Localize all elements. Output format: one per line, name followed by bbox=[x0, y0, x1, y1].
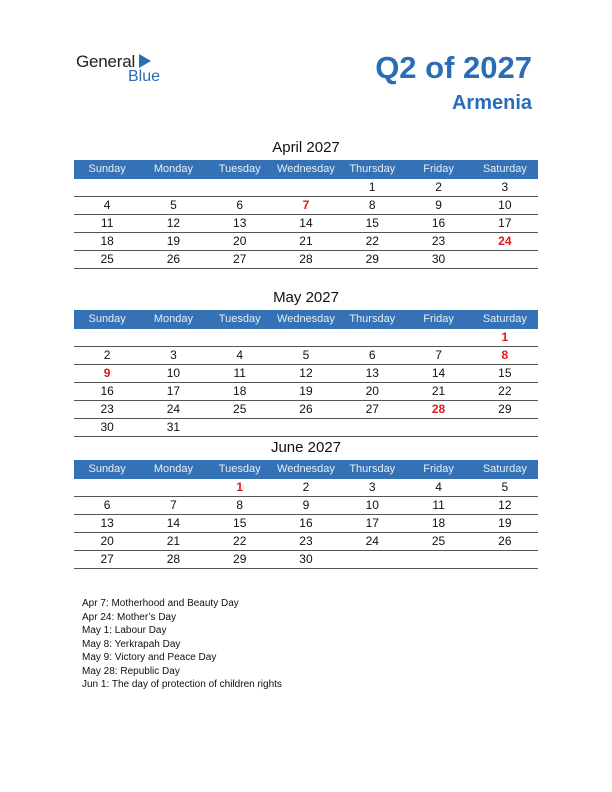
month-block bbox=[74, 438, 538, 569]
weekday-label: Thursday bbox=[349, 313, 396, 325]
weekday-label: Sunday bbox=[88, 163, 126, 175]
weekday-label: Friday bbox=[423, 313, 454, 325]
week-row bbox=[74, 533, 538, 551]
week-row bbox=[74, 383, 538, 401]
day-cell: 24 bbox=[498, 234, 512, 248]
day-cell: 24 bbox=[365, 534, 379, 548]
weekday-label: Friday bbox=[423, 163, 454, 175]
logo-triangle-icon bbox=[139, 54, 151, 68]
day-cell: 15 bbox=[365, 216, 379, 230]
day-cell: 16 bbox=[100, 384, 114, 398]
day-cell: 25 bbox=[100, 252, 114, 266]
country-name: Armenia bbox=[451, 92, 532, 114]
day-cell: 1 bbox=[236, 480, 244, 494]
day-cell: 7 bbox=[302, 198, 310, 212]
day-cell: 22 bbox=[233, 534, 247, 548]
week-row bbox=[74, 401, 538, 419]
day-cell bbox=[339, 329, 405, 346]
week-row bbox=[74, 479, 538, 497]
weekday-label: Wednesday bbox=[277, 313, 335, 325]
day-cell: 21 bbox=[431, 384, 446, 398]
week-row bbox=[74, 347, 538, 365]
day-cell: 30 bbox=[100, 420, 114, 434]
weekday-label: Friday bbox=[423, 463, 454, 475]
day-cell: 28 bbox=[166, 552, 181, 566]
day-cell: 23 bbox=[100, 402, 114, 416]
weekday-label: Wednesday bbox=[277, 163, 335, 175]
day-cell: 19 bbox=[498, 516, 512, 530]
day-cell: 12 bbox=[299, 366, 313, 380]
holiday-note: Apr 24: Mother’s Day bbox=[82, 611, 177, 623]
holiday-note: May 1: Labour Day bbox=[82, 625, 167, 636]
weekday-label: Monday bbox=[153, 163, 193, 175]
month-title: April 2027 bbox=[272, 139, 340, 156]
day-cell: 26 bbox=[299, 402, 313, 416]
weekday-label: Tuesday bbox=[218, 163, 261, 175]
weekday-label: Saturday bbox=[482, 463, 527, 475]
month-title: June 2027 bbox=[270, 439, 342, 456]
day-cell: 15 bbox=[233, 516, 247, 530]
day-cell bbox=[273, 179, 339, 196]
day-cell: 19 bbox=[299, 384, 313, 398]
day-cell: 24 bbox=[166, 402, 181, 416]
day-cell: 19 bbox=[166, 234, 181, 248]
day-cell: 1 bbox=[501, 330, 509, 344]
day-cell: 20 bbox=[233, 234, 247, 248]
day-cell: 3 bbox=[368, 480, 376, 494]
day-cell: 2 bbox=[302, 480, 310, 494]
weekday-label: Sunday bbox=[88, 463, 126, 475]
day-cell: 6 bbox=[236, 198, 244, 212]
week-row bbox=[74, 179, 538, 197]
week-row bbox=[74, 329, 538, 347]
week-row bbox=[74, 551, 538, 569]
day-cell: 8 bbox=[501, 348, 509, 362]
day-cell: 25 bbox=[233, 402, 247, 416]
weekday-header bbox=[74, 460, 538, 479]
week-row bbox=[74, 233, 538, 251]
day-cell: 27 bbox=[233, 252, 247, 266]
logo-text-blue: Blue bbox=[128, 68, 161, 85]
day-cell: 5 bbox=[302, 348, 310, 362]
day-cell: 30 bbox=[299, 552, 313, 566]
day-cell: 7 bbox=[435, 348, 442, 362]
logo bbox=[76, 52, 176, 88]
day-cell: 11 bbox=[432, 498, 445, 512]
day-cell: 25 bbox=[431, 534, 446, 548]
week-row bbox=[74, 497, 538, 515]
day-cell: 8 bbox=[368, 198, 376, 212]
day-cell: 4 bbox=[236, 348, 244, 362]
day-cell: 22 bbox=[365, 234, 379, 248]
day-cell: 28 bbox=[431, 402, 446, 416]
day-cell: 26 bbox=[166, 252, 181, 266]
day-cell: 13 bbox=[100, 516, 114, 530]
holiday-note: Apr 7: Motherhood and Beauty Day bbox=[82, 598, 239, 609]
week-row bbox=[74, 251, 538, 269]
day-cell: 12 bbox=[498, 498, 512, 512]
weekday-label: Wednesday bbox=[277, 463, 335, 475]
day-cell: 12 bbox=[166, 216, 181, 230]
day-cell: 14 bbox=[431, 366, 446, 380]
weekday-label: Tuesday bbox=[218, 463, 261, 475]
day-cell: 11 bbox=[100, 216, 114, 230]
day-cell: 10 bbox=[166, 366, 181, 380]
week-row bbox=[74, 365, 538, 383]
day-cell bbox=[140, 179, 206, 196]
holiday-note: May 28: Republic Day bbox=[82, 665, 180, 677]
weekday-label: Monday bbox=[153, 463, 193, 475]
day-cell: 23 bbox=[299, 534, 313, 548]
day-cell bbox=[472, 251, 538, 268]
page-title: Q2 of 2027 bbox=[375, 50, 532, 85]
day-cell: 29 bbox=[365, 252, 379, 266]
day-cell: 26 bbox=[498, 534, 512, 548]
day-cell bbox=[140, 479, 206, 496]
day-cell: 15 bbox=[498, 366, 512, 380]
day-cell: 18 bbox=[431, 516, 446, 530]
day-cell: 28 bbox=[299, 252, 313, 266]
day-cell bbox=[405, 329, 471, 346]
weekday-label: Monday bbox=[153, 313, 193, 325]
day-cell: 17 bbox=[498, 216, 512, 230]
day-cell: 14 bbox=[166, 516, 181, 530]
day-cell: 13 bbox=[365, 366, 379, 380]
day-cell: 2 bbox=[103, 348, 111, 362]
day-cell: 31 bbox=[166, 420, 181, 434]
day-cell bbox=[207, 329, 273, 346]
day-cell bbox=[273, 419, 339, 436]
day-cell: 20 bbox=[365, 384, 379, 398]
weekday-header bbox=[74, 310, 538, 329]
holiday-note: Jun 1: The day of protection of children rights bbox=[82, 679, 282, 690]
day-cell bbox=[472, 419, 538, 436]
day-cell: 13 bbox=[233, 216, 247, 230]
day-cell: 17 bbox=[166, 384, 181, 398]
day-cell: 9 bbox=[103, 366, 111, 380]
weekday-label: Thursday bbox=[349, 163, 396, 175]
day-cell: 21 bbox=[299, 234, 313, 248]
weekday-label: Saturday bbox=[482, 313, 527, 325]
weekday-label: Saturday bbox=[482, 163, 527, 175]
day-cell: 4 bbox=[435, 480, 442, 494]
day-cell: 16 bbox=[431, 216, 446, 230]
day-cell bbox=[472, 551, 538, 568]
day-cell: 16 bbox=[299, 516, 313, 530]
day-cell bbox=[74, 179, 140, 196]
day-cell: 11 bbox=[233, 366, 246, 380]
day-cell bbox=[405, 551, 471, 568]
day-cell: 3 bbox=[501, 180, 509, 194]
month-block bbox=[74, 288, 538, 437]
weekday-label: Tuesday bbox=[218, 313, 261, 325]
week-row bbox=[74, 197, 538, 215]
day-cell: 30 bbox=[431, 252, 446, 266]
weekday-header bbox=[74, 160, 538, 179]
day-cell: 23 bbox=[431, 234, 446, 248]
day-cell bbox=[339, 419, 405, 436]
holiday-notes bbox=[82, 597, 282, 692]
day-cell: 27 bbox=[100, 552, 114, 566]
day-cell: 17 bbox=[365, 516, 379, 530]
day-cell: 18 bbox=[233, 384, 247, 398]
holiday-note: May 8: Yerkrapah Day bbox=[82, 638, 181, 650]
day-cell bbox=[273, 329, 339, 346]
day-cell bbox=[405, 419, 471, 436]
day-cell: 27 bbox=[365, 402, 379, 416]
week-row bbox=[74, 515, 538, 533]
day-cell: 5 bbox=[170, 198, 177, 212]
holiday-note: May 9: Victory and Peace Day bbox=[82, 652, 217, 663]
day-cell: 21 bbox=[166, 534, 181, 548]
day-cell: 7 bbox=[170, 498, 177, 512]
weekday-label: Sunday bbox=[88, 313, 126, 325]
week-row bbox=[74, 419, 538, 437]
day-cell bbox=[207, 419, 273, 436]
day-cell bbox=[207, 179, 273, 196]
day-cell: 2 bbox=[435, 180, 442, 194]
day-cell: 20 bbox=[100, 534, 114, 548]
month-title: May 2027 bbox=[273, 289, 339, 306]
day-cell bbox=[140, 329, 206, 346]
day-cell: 6 bbox=[103, 498, 111, 512]
weekday-label: Thursday bbox=[349, 463, 396, 475]
day-cell bbox=[74, 329, 140, 346]
day-cell: 3 bbox=[170, 348, 177, 362]
day-cell: 14 bbox=[299, 216, 313, 230]
day-cell: 18 bbox=[100, 234, 114, 248]
day-cell: 9 bbox=[302, 498, 310, 512]
day-cell: 29 bbox=[498, 402, 512, 416]
day-cell bbox=[339, 551, 405, 568]
day-cell: 6 bbox=[368, 348, 376, 362]
week-row bbox=[74, 215, 538, 233]
day-cell: 29 bbox=[233, 552, 247, 566]
day-cell: 9 bbox=[435, 198, 442, 212]
day-cell: 8 bbox=[236, 498, 244, 512]
day-cell: 10 bbox=[365, 498, 379, 512]
day-cell: 10 bbox=[498, 198, 512, 212]
logo-text-general: General bbox=[76, 52, 136, 71]
month-block bbox=[74, 138, 538, 269]
day-cell: 1 bbox=[368, 180, 376, 194]
day-cell: 4 bbox=[103, 198, 111, 212]
day-cell bbox=[74, 479, 140, 496]
day-cell: 22 bbox=[498, 384, 512, 398]
day-cell: 5 bbox=[501, 480, 509, 494]
